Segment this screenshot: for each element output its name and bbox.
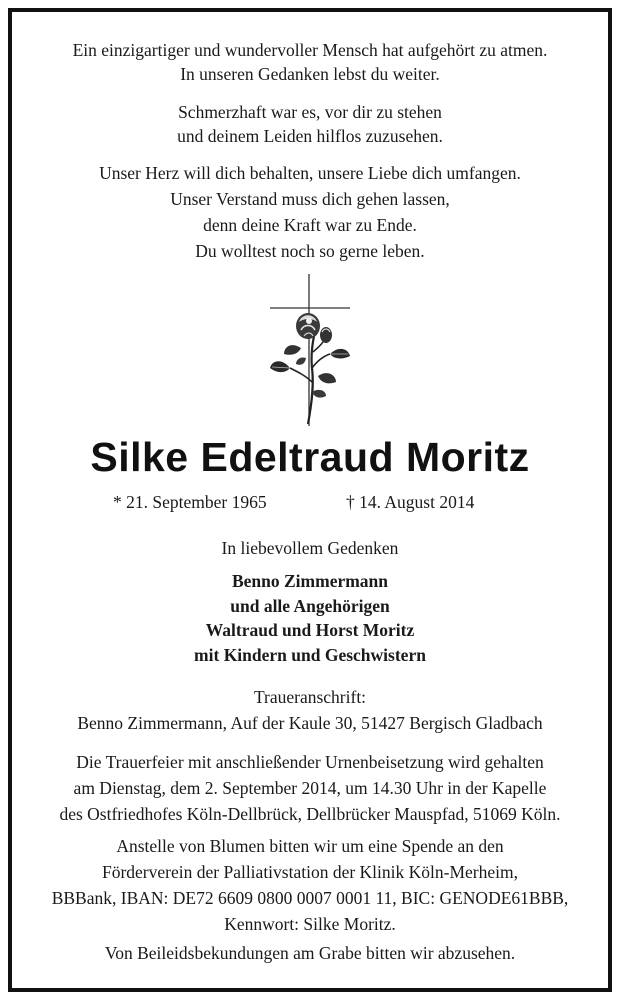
poem-line: Schmerzhaft war es, vor dir zu stehen — [178, 102, 442, 122]
poem-line: Du wolltest noch so gerne leben. — [195, 241, 425, 261]
closing-note: Von Beileidsbekundungen am Grabe bitten wir abzusehen. — [104, 943, 516, 963]
cross-with-rose-icon — [268, 272, 354, 428]
donation-line: Förderverein der Palliativstation der Klinik Köln-Merheim, — [101, 862, 518, 882]
poem-stanza-1 — [0, 38, 620, 86]
poem-line: Ein einzigartiger und wundervoller Mensch hat aufgehört zu atmen. — [72, 40, 548, 60]
funeral-notice — [0, 749, 620, 827]
poem-line: denn deine Kraft war zu Ende. — [203, 215, 417, 235]
poem-stanza-2 — [0, 100, 620, 148]
birth-date: * 21. September 1965 — [113, 492, 267, 512]
mourner-line: Waltraud und Horst Moritz — [205, 620, 415, 640]
poem-line: Unser Verstand muss dich gehen lassen, — [170, 189, 450, 209]
deceased-name: Silke Edeltraud Moritz — [90, 434, 530, 480]
address-label: Traueranschrift: — [253, 687, 367, 707]
mourner-line: Benno Zimmermann — [231, 571, 389, 591]
funeral-line: am Dienstag, dem 2. September 2014, um 14.30 Uhr in der Kapelle — [73, 778, 547, 798]
mourner-line: und alle Angehörigen — [230, 595, 390, 616]
address-text: Benno Zimmermann, Auf der Kaule 30, 51427 Bergisch Gladbach — [77, 713, 543, 733]
mourning-address — [0, 684, 620, 736]
donation-line: BBBank, IBAN: DE72 6609 0800 0007 0001 11, BIC: GENODE61BBB, — [51, 888, 569, 908]
poem-line: Unser Herz will dich behalten, unsere Liebe dich umfangen. — [99, 163, 521, 183]
funeral-line: des Ostfriedhofes Köln-Dellbrück, Dellbrücker Mauspfad, 51069 Köln. — [59, 804, 561, 824]
memory-line: In liebevollem Gedenken — [221, 538, 399, 558]
funeral-line: Die Trauerfeier mit anschließender Urnenbeisetzung wird gehalten — [76, 752, 544, 772]
death-date: † 14. August 2014 — [346, 492, 475, 512]
mourners-list — [0, 569, 620, 667]
poem-line: und deinem Leiden hilflos zuzusehen. — [177, 126, 443, 146]
donation-request — [0, 833, 620, 937]
donation-line: Kennwort: Silke Moritz. — [224, 914, 396, 934]
poem-stanza-3 — [0, 160, 620, 264]
mourner-line: mit Kindern und Geschwistern — [194, 644, 426, 665]
donation-line: Anstelle von Blumen bitten wir um eine Spende an den — [116, 836, 504, 856]
poem-line: In unseren Gedanken lebst du weiter. — [180, 64, 440, 84]
